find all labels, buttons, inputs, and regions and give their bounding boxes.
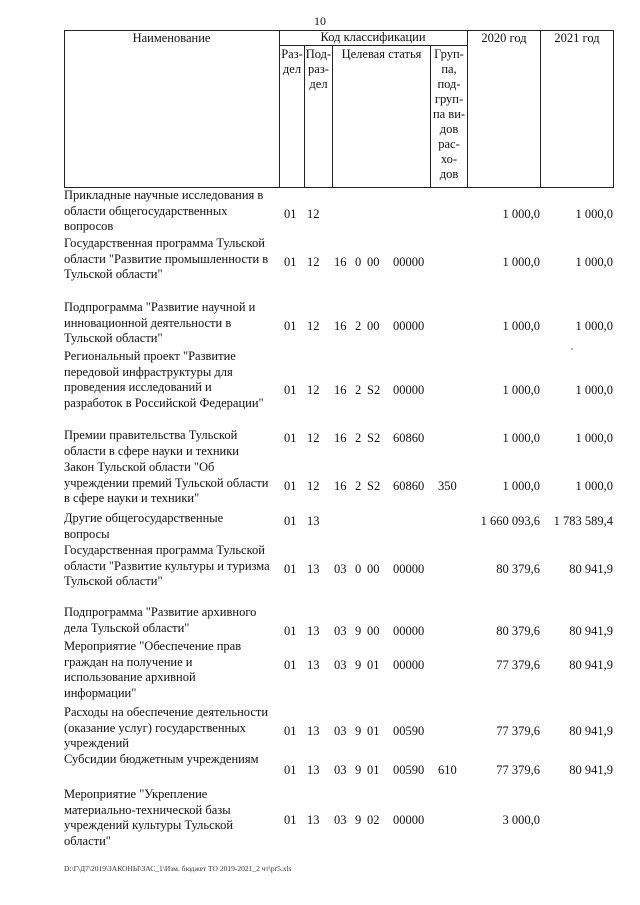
code-expense-direction: 60860 xyxy=(393,478,425,493)
row-name: Подпрограмма "Развитие научной и инновационной деятельности в Тульской области" xyxy=(64,300,256,345)
code-razdel: 01 xyxy=(284,813,297,828)
code-podrazdel: 13 xyxy=(307,623,320,638)
code-program: 03 xyxy=(334,561,347,576)
code-direction: 00 xyxy=(367,561,380,576)
code-direction: S2 xyxy=(367,478,381,493)
code-direction: 01 xyxy=(367,723,380,738)
code-razdel: 01 xyxy=(284,478,297,493)
code-razdel: 01 xyxy=(284,254,297,269)
code-razdel: 01 xyxy=(284,514,297,528)
code-direction: 00 xyxy=(367,254,380,269)
amount-2021: 80 941,9 xyxy=(569,561,613,576)
code-expense-direction: 00000 xyxy=(393,318,425,333)
amount-2021: 1 783 589,4 xyxy=(553,514,613,528)
amount-2020: 77 379,6 xyxy=(496,657,540,672)
code-direction: 00 xyxy=(367,318,380,333)
code-expense-direction: 00000 xyxy=(393,383,425,397)
code-podrazdel: 13 xyxy=(307,813,320,828)
column-header-2020: 2020 год xyxy=(481,31,527,45)
code-program: 16 xyxy=(334,318,347,333)
code-subprogram: 9 xyxy=(355,723,362,738)
row-name: Мероприятие "Обеспечение прав граждан на получение и использование архивной информации" xyxy=(64,639,242,700)
amount-2020: 1 000,0 xyxy=(502,318,540,333)
code-expense-direction: 00000 xyxy=(393,623,425,638)
amount-2021: 80 941,9 xyxy=(569,762,613,777)
amount-2021: 1 000,0 xyxy=(575,206,613,221)
code-subprogram: 0 xyxy=(355,254,362,269)
row-name: Прикладные научные исследования в области общегосударственных вопросов xyxy=(64,188,264,233)
code-expense-direction: 60860 xyxy=(393,431,425,445)
code-razdel: 01 xyxy=(284,561,297,576)
amount-2021: 1 000,0 xyxy=(575,478,613,493)
amount-2021: 1 000,0 xyxy=(575,254,613,269)
code-direction: 01 xyxy=(367,657,380,672)
row-name: Государственная программа Тульской области "Развитие промышленности в Тульской области" xyxy=(64,236,269,281)
code-razdel: 01 xyxy=(284,206,297,221)
amount-2020: 77 379,6 xyxy=(496,762,540,777)
column-header-2021: 2021 год xyxy=(554,31,600,45)
amount-2021: 1 000,0 xyxy=(575,431,613,445)
code-program: 16 xyxy=(334,254,347,269)
code-podrazdel: 12 xyxy=(307,431,320,445)
row-name: Подпрограмма "Развитие архивного дела Тульской области" xyxy=(64,605,257,635)
amount-2020: 1 660 093,6 xyxy=(480,514,540,528)
code-program: 03 xyxy=(334,623,347,638)
code-podrazdel: 13 xyxy=(307,561,320,576)
code-razdel: 01 xyxy=(284,623,297,638)
amount-2021: 1 000,0 xyxy=(575,383,613,397)
code-program: 16 xyxy=(334,431,347,445)
code-program: 03 xyxy=(334,813,347,828)
column-header-expense-group: Груп- па, под- груп- па ви- дов рас- хо- дов xyxy=(432,47,466,181)
row-name: Субсидии бюджетным учреждениям xyxy=(64,752,259,766)
code-direction: 00 xyxy=(367,623,380,638)
row-name: Расходы на обеспечение деятельности (оказание услуг) государственных учреждений xyxy=(64,705,269,750)
code-podrazdel: 12 xyxy=(307,478,320,493)
code-podrazdel: 13 xyxy=(307,762,320,777)
code-podrazdel: 12 xyxy=(307,206,320,221)
code-podrazdel: 13 xyxy=(307,723,320,738)
code-direction: S2 xyxy=(367,383,381,397)
page-number: 10 xyxy=(314,14,326,28)
row-name: Закон Тульской области "Об учреждении премий Тульской области в сфере науки и техники" xyxy=(64,460,269,505)
code-razdel: 01 xyxy=(284,657,297,672)
code-razdel: 01 xyxy=(284,383,297,397)
code-expense-direction: 00000 xyxy=(393,254,425,269)
row-name: Другие общегосударственные вопросы xyxy=(64,511,224,541)
code-expense-direction: 00000 xyxy=(393,813,425,828)
amount-2021: 80 941,9 xyxy=(569,623,613,638)
row-name: Мероприятие "Укрепление материально-технической базы учреждений культуры Тульской области" xyxy=(64,787,234,848)
column-header-podrazdel: Под- раз- дел xyxy=(305,47,332,91)
amount-2020: 1 000,0 xyxy=(502,254,540,269)
row-name: Региональный проект "Развитие передовой инфраструктуры для проведения исследований и разработок в Российской Федерации" xyxy=(64,349,264,410)
scan-speck xyxy=(571,348,573,350)
column-group-classification-code: Код классификации xyxy=(320,30,426,44)
column-header-razdel: Раз- дел xyxy=(281,47,303,76)
amount-2020: 77 379,6 xyxy=(496,723,540,738)
code-program: 16 xyxy=(334,478,347,493)
code-program: 16 xyxy=(334,383,347,397)
code-podrazdel: 13 xyxy=(307,657,320,672)
code-subprogram: 2 xyxy=(355,431,362,445)
code-expense-type: 610 xyxy=(438,762,457,777)
column-header-target-article: Целевая статья xyxy=(341,47,422,61)
code-podrazdel: 12 xyxy=(307,318,320,333)
code-subprogram: 9 xyxy=(355,762,362,777)
amount-2020: 1 000,0 xyxy=(502,431,540,445)
amount-2020: 3 000,0 xyxy=(502,813,540,828)
code-subprogram: 0 xyxy=(355,561,362,576)
code-program: 03 xyxy=(334,723,347,738)
amount-2021: 80 941,9 xyxy=(569,723,613,738)
amount-2020: 1 000,0 xyxy=(502,478,540,493)
code-program: 03 xyxy=(334,657,347,672)
code-podrazdel: 13 xyxy=(307,514,320,528)
code-direction: 02 xyxy=(367,813,380,828)
code-razdel: 01 xyxy=(284,318,297,333)
code-podrazdel: 12 xyxy=(307,383,320,397)
code-expense-direction: 00000 xyxy=(393,561,425,576)
amount-2020: 1 000,0 xyxy=(502,383,540,397)
amount-2021: 1 000,0 xyxy=(575,318,613,333)
row-name: Государственная программа Тульской области "Развитие культуры и туризма Тульской области" xyxy=(64,543,270,588)
code-podrazdel: 12 xyxy=(307,254,320,269)
code-subprogram: 9 xyxy=(355,813,362,828)
code-subprogram: 2 xyxy=(355,478,362,493)
code-expense-direction: 00590 xyxy=(393,723,425,738)
code-razdel: 01 xyxy=(284,723,297,738)
code-direction: 01 xyxy=(367,762,380,777)
file-path-footer: D:\Г\Д7\2019\ЗАКОНЫ\ЗАС_1\Изм. бюджет ТО 2019-2021_2 чт\pr5.xls xyxy=(64,864,292,873)
row-name: Премии правительства Тульской области в сфере науки и техники xyxy=(64,428,239,458)
column-header-name: Наименование xyxy=(132,31,211,45)
amount-2020: 80 379,6 xyxy=(496,561,540,576)
code-subprogram: 2 xyxy=(355,318,362,333)
table-header xyxy=(64,30,614,187)
amount-2021: 80 941,9 xyxy=(569,657,613,672)
code-expense-type: 350 xyxy=(438,478,457,493)
code-razdel: 01 xyxy=(284,431,297,445)
code-direction: S2 xyxy=(367,431,381,445)
code-program: 03 xyxy=(334,762,347,777)
amount-2020: 80 379,6 xyxy=(496,623,540,638)
code-subprogram: 2 xyxy=(355,383,362,397)
code-expense-direction: 00000 xyxy=(393,657,425,672)
code-subprogram: 9 xyxy=(355,623,362,638)
amount-2020: 1 000,0 xyxy=(502,206,540,221)
code-subprogram: 9 xyxy=(355,657,362,672)
code-razdel: 01 xyxy=(284,762,297,777)
code-expense-direction: 00590 xyxy=(393,762,425,777)
